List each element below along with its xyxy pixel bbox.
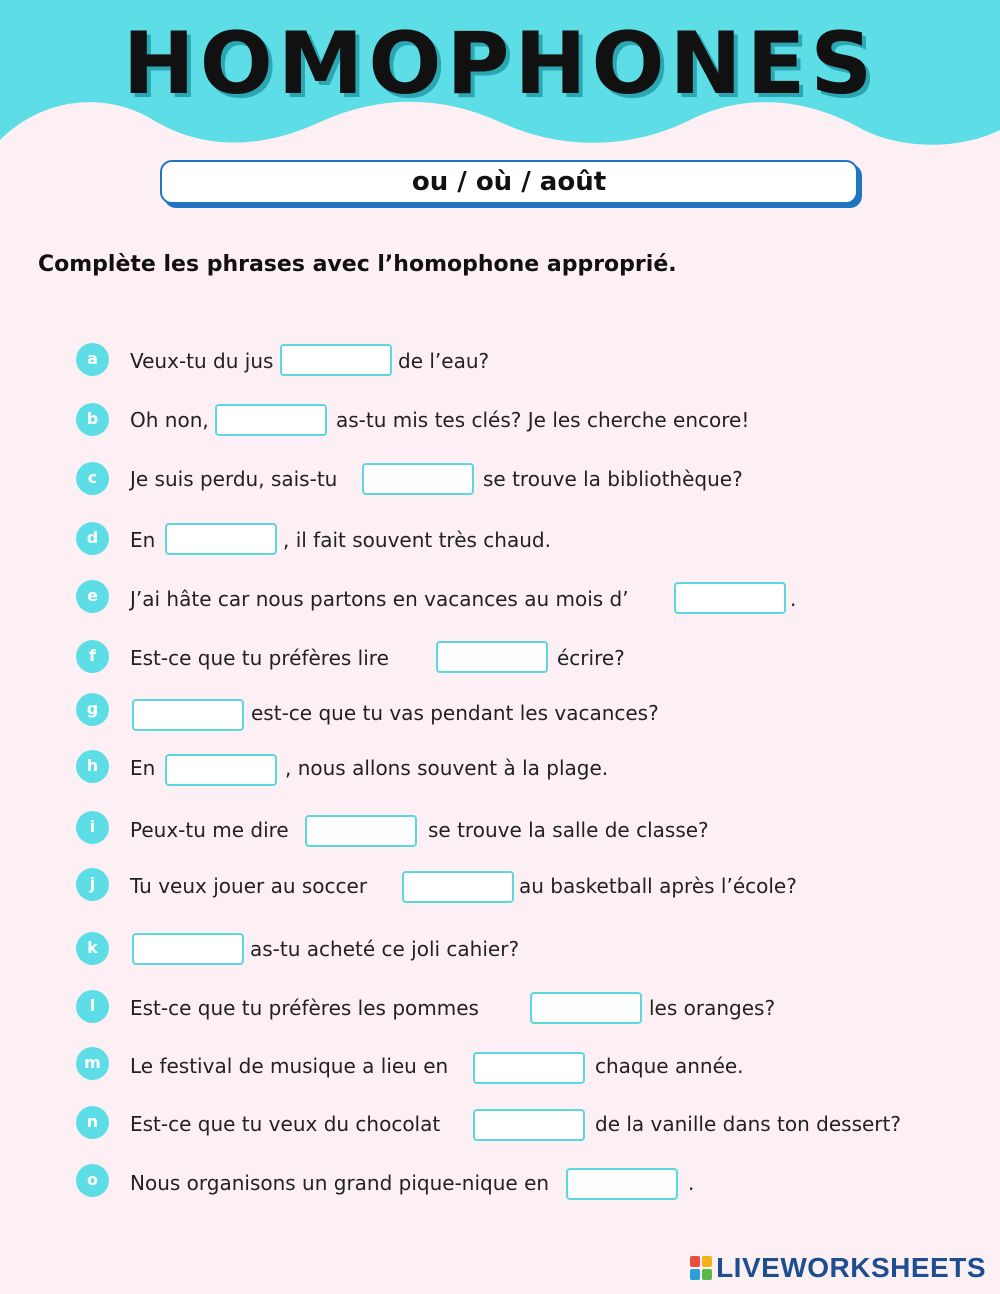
exercise-item-h: [0, 750, 1000, 790]
answer-blank-j[interactable]: [402, 871, 514, 903]
exercise-item-d: [0, 522, 1000, 562]
answer-blank-k[interactable]: [132, 933, 244, 965]
sentence-before: Veux-tu du jus: [130, 349, 274, 373]
sentence-after: de l’eau?: [398, 349, 490, 373]
sentence-after: au basketball après l’école?: [519, 874, 797, 898]
sentence-after: .: [790, 587, 797, 611]
exercise-item-o: [0, 1164, 1000, 1204]
answer-blank-h[interactable]: [165, 754, 277, 786]
sentence-before: Oh non,: [130, 408, 209, 432]
exercise-item-k: [0, 932, 1000, 972]
item-letter-badge: j: [76, 868, 109, 901]
sentence-after: , nous allons souvent à la plage.: [285, 756, 609, 780]
exercise-item-c: [0, 462, 1000, 502]
sentence-before: Est-ce que tu préfères lire: [130, 646, 389, 670]
answer-blank-a[interactable]: [280, 344, 392, 376]
item-letter-badge: n: [76, 1106, 109, 1139]
sentence-before: J’ai hâte car nous partons en vacances au mois d’: [130, 587, 629, 611]
sentence-after: se trouve la salle de classe?: [428, 818, 709, 842]
sentence-before: Tu veux jouer au soccer: [130, 874, 368, 898]
liveworksheets-brand[interactable]: [690, 1252, 986, 1284]
sentence-before: Est-ce que tu préfères les pommes: [130, 996, 479, 1020]
exercise-item-e: [0, 580, 1000, 620]
item-letter-badge: e: [76, 580, 109, 613]
answer-blank-e[interactable]: [674, 582, 786, 614]
item-letter-badge: k: [76, 932, 109, 965]
sentence-after: se trouve la bibliothèque?: [483, 467, 743, 491]
sentence-after: as-tu mis tes clés? Je les cherche encore!: [336, 408, 750, 432]
sentence-after: .: [688, 1171, 695, 1195]
answer-blank-n[interactable]: [473, 1109, 585, 1141]
exercise-item-m: [0, 1047, 1000, 1087]
sentence-after: est-ce que tu vas pendant les vacances?: [251, 701, 659, 725]
exercise-item-l: [0, 990, 1000, 1030]
brand-name: LIVEWORKSHEETS: [716, 1252, 986, 1283]
item-letter-badge: c: [76, 462, 109, 495]
answer-blank-i[interactable]: [305, 815, 417, 847]
instruction-text: Complète les phrases avec l’homophone approprié.: [38, 252, 677, 277]
item-letter-badge: h: [76, 750, 109, 783]
item-letter-badge: i: [76, 811, 109, 844]
subtitle-banner: ou / où / août: [160, 160, 858, 204]
sentence-before: Est-ce que tu veux du chocolat: [130, 1112, 441, 1136]
item-letter-badge: d: [76, 522, 109, 555]
answer-blank-b[interactable]: [215, 404, 327, 436]
answer-blank-o[interactable]: [566, 1168, 678, 1200]
sentence-before: Le festival de musique a lieu en: [130, 1054, 449, 1078]
sentence-before: Peux-tu me dire: [130, 818, 289, 842]
exercise-item-a: [0, 343, 1000, 383]
liveworksheets-logo-icon: [690, 1256, 712, 1280]
sentence-after: , il fait souvent très chaud.: [283, 528, 551, 552]
exercise-item-i: [0, 811, 1000, 851]
sentence-after: chaque année.: [595, 1054, 744, 1078]
page-title: HOMOPHONES: [122, 14, 878, 114]
item-letter-badge: m: [76, 1047, 109, 1080]
answer-blank-g[interactable]: [132, 699, 244, 731]
sentence-before: En: [130, 528, 156, 552]
item-letter-badge: l: [76, 990, 109, 1023]
item-letter-badge: o: [76, 1164, 109, 1197]
item-letter-badge: b: [76, 403, 109, 436]
answer-blank-f[interactable]: [436, 641, 548, 673]
exercise-item-f: [0, 640, 1000, 680]
exercise-item-n: [0, 1106, 1000, 1146]
answer-blank-m[interactable]: [473, 1052, 585, 1084]
sentence-after: les oranges?: [649, 996, 776, 1020]
answer-blank-l[interactable]: [530, 992, 642, 1024]
sentence-before: En: [130, 756, 156, 780]
item-letter-badge: f: [76, 640, 109, 673]
exercise-item-b: [0, 403, 1000, 443]
sentence-before: Je suis perdu, sais-tu: [130, 467, 338, 491]
sentence-after: écrire?: [557, 646, 625, 670]
sentence-after: as-tu acheté ce joli cahier?: [250, 937, 520, 961]
answer-blank-c[interactable]: [362, 463, 474, 495]
exercise-item-j: [0, 868, 1000, 908]
sentence-after: de la vanille dans ton dessert?: [595, 1112, 901, 1136]
answer-blank-d[interactable]: [165, 523, 277, 555]
item-letter-badge: g: [76, 693, 109, 726]
item-letter-badge: a: [76, 343, 109, 376]
exercise-item-g: [0, 693, 1000, 733]
sentence-before: Nous organisons un grand pique-nique en: [130, 1171, 550, 1195]
